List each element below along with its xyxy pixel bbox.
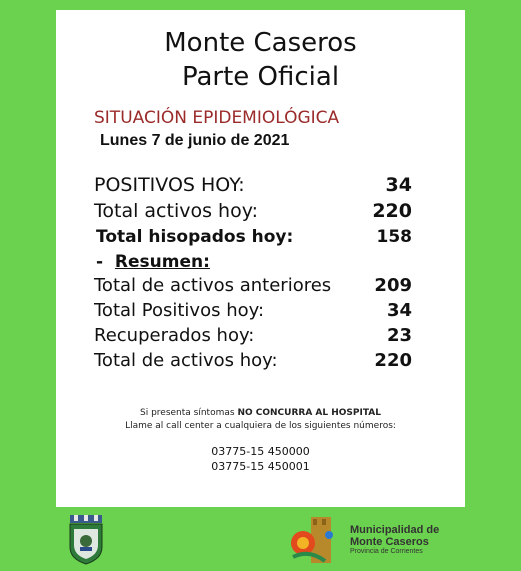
notice-line2: Llame al call center a cualquiera de los siguientes números: bbox=[125, 421, 396, 431]
resumen-label: Recuperados hoy: bbox=[94, 325, 255, 346]
total-activos-label: Total activos hoy: bbox=[94, 200, 258, 222]
total-activos-value: 220 bbox=[372, 200, 412, 222]
total-hisopados-value: 158 bbox=[376, 227, 412, 247]
resumen-title: Resumen: bbox=[114, 252, 210, 272]
resumen-label: Total de activos anteriores bbox=[94, 275, 332, 296]
phone-number-2: 03775-15 450001 bbox=[211, 460, 310, 473]
municipality-province: Provincia de Corrientes bbox=[350, 548, 423, 555]
notice-warning: NO CONCURRA AL HOSPITAL bbox=[237, 408, 381, 418]
page-title: Monte Caseros bbox=[164, 28, 357, 58]
resumen-value: 209 bbox=[374, 275, 412, 296]
municipality-line1: Municipalidad de bbox=[350, 524, 440, 536]
page-subtitle: Parte Oficial bbox=[181, 62, 340, 92]
resumen-value: 34 bbox=[386, 300, 412, 321]
total-hisopados-label: Total hisopados hoy: bbox=[96, 227, 294, 247]
positivos-hoy-label: POSITIVOS HOY: bbox=[94, 174, 245, 196]
resumen-heading bbox=[96, 252, 210, 272]
report-card bbox=[56, 10, 465, 507]
municipality-line2: Monte Caseros bbox=[350, 536, 429, 548]
resumen-label: Total de activos hoy: bbox=[94, 350, 278, 371]
municipality-logo-icon bbox=[289, 513, 343, 567]
city-crest-icon bbox=[68, 515, 104, 565]
situation-heading: SITUACIÓN EPIDEMIOLÓGICA bbox=[94, 108, 340, 128]
notice-prefix: Si presenta síntomas bbox=[140, 408, 235, 418]
resumen-value: 220 bbox=[374, 350, 412, 371]
resumen-prefix: - bbox=[96, 252, 104, 272]
notice-line1 bbox=[56, 408, 465, 418]
positivos-hoy-value: 34 bbox=[385, 174, 412, 196]
municipality-name bbox=[350, 524, 439, 555]
resumen-label: Total Positivos hoy: bbox=[94, 300, 265, 321]
report-date: Lunes 7 de junio de 2021 bbox=[100, 132, 290, 149]
phone-number-1: 03775-15 450000 bbox=[211, 445, 310, 458]
resumen-value: 23 bbox=[386, 325, 412, 346]
